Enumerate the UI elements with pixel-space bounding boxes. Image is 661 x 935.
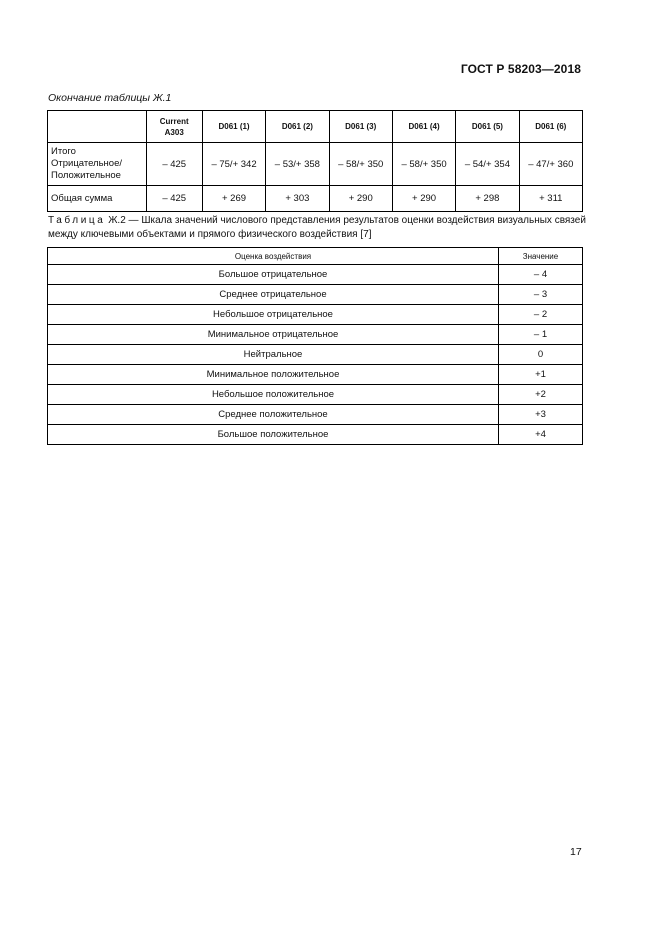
table-cell: – 58/+ 350 — [392, 143, 455, 186]
impact-label: Небольшое отрицательное — [48, 305, 499, 325]
impact-value: – 4 — [499, 265, 583, 285]
table-cell: + 303 — [266, 186, 329, 212]
table-row — [48, 385, 583, 405]
summary-table — [47, 110, 583, 212]
table-row — [48, 186, 583, 212]
table-cell: – 425 — [146, 186, 202, 212]
header-cell: D061 (5) — [456, 111, 519, 143]
table-caption — [48, 214, 588, 242]
impact-scale-table — [47, 247, 583, 445]
table-cell: – 54/+ 354 — [456, 143, 519, 186]
row-label-text: Итого Отрицательное/ Положительное — [51, 146, 123, 181]
impact-label: Небольшое положительное — [48, 385, 499, 405]
table-row — [48, 325, 583, 345]
impact-value: +3 — [499, 405, 583, 425]
table-row — [48, 305, 583, 325]
impact-value: +4 — [499, 425, 583, 445]
header-cell: Оценка воздействия — [48, 248, 499, 265]
table-cell: + 269 — [202, 186, 265, 212]
table-cell: + 290 — [329, 186, 392, 212]
impact-value: – 3 — [499, 285, 583, 305]
impact-label: Минимальное положительное — [48, 365, 499, 385]
table-cell: + 298 — [456, 186, 519, 212]
table-row — [48, 285, 583, 305]
impact-label: Большое отрицательное — [48, 265, 499, 285]
impact-label: Среднее положительное — [48, 405, 499, 425]
impact-value: +2 — [499, 385, 583, 405]
impact-label: Среднее отрицательное — [48, 285, 499, 305]
table-cell: – 53/+ 358 — [266, 143, 329, 186]
table-cell: – 58/+ 350 — [329, 143, 392, 186]
header-cell: Значение — [499, 248, 583, 265]
caption-prefix: Таблица — [48, 215, 106, 226]
header-cell: D061 (4) — [392, 111, 455, 143]
table-header-row — [48, 111, 583, 143]
header-cell-text: Current A303 — [159, 116, 189, 137]
impact-value: – 1 — [499, 325, 583, 345]
header-cell: D061 (1) — [202, 111, 265, 143]
page-number: 17 — [570, 846, 582, 858]
impact-value: 0 — [499, 345, 583, 365]
impact-value: – 2 — [499, 305, 583, 325]
table-cell: – 75/+ 342 — [202, 143, 265, 186]
impact-label: Минимальное отрицательное — [48, 325, 499, 345]
header-cell: D061 (2) — [266, 111, 329, 143]
table-row — [48, 265, 583, 285]
table-cell: – 425 — [146, 143, 202, 186]
table-row — [48, 365, 583, 385]
impact-label: Большое положительное — [48, 425, 499, 445]
table-row — [48, 405, 583, 425]
impact-value: +1 — [499, 365, 583, 385]
header-cell — [146, 111, 202, 143]
table-header-row — [48, 248, 583, 265]
table-row — [48, 425, 583, 445]
table-continuation-label: Окончание таблицы Ж.1 — [48, 92, 172, 104]
caption-text: Ж.2 — Шкала значений числового представления результатов оценки воздействия визуальных связей между ключевыми объектами и прямого физического воздействия [7] — [48, 215, 586, 240]
impact-label: Нейтральное — [48, 345, 499, 365]
table-row — [48, 143, 583, 186]
document-id: ГОСТ Р 58203—2018 — [460, 62, 581, 76]
header-cell: D061 (3) — [329, 111, 392, 143]
table-row — [48, 345, 583, 365]
table-cell: + 311 — [519, 186, 582, 212]
table-cell: + 290 — [392, 186, 455, 212]
row-label: Общая сумма — [48, 186, 147, 212]
header-cell: D061 (6) — [519, 111, 582, 143]
row-label — [48, 143, 147, 186]
table-cell: – 47/+ 360 — [519, 143, 582, 186]
header-cell — [48, 111, 147, 143]
